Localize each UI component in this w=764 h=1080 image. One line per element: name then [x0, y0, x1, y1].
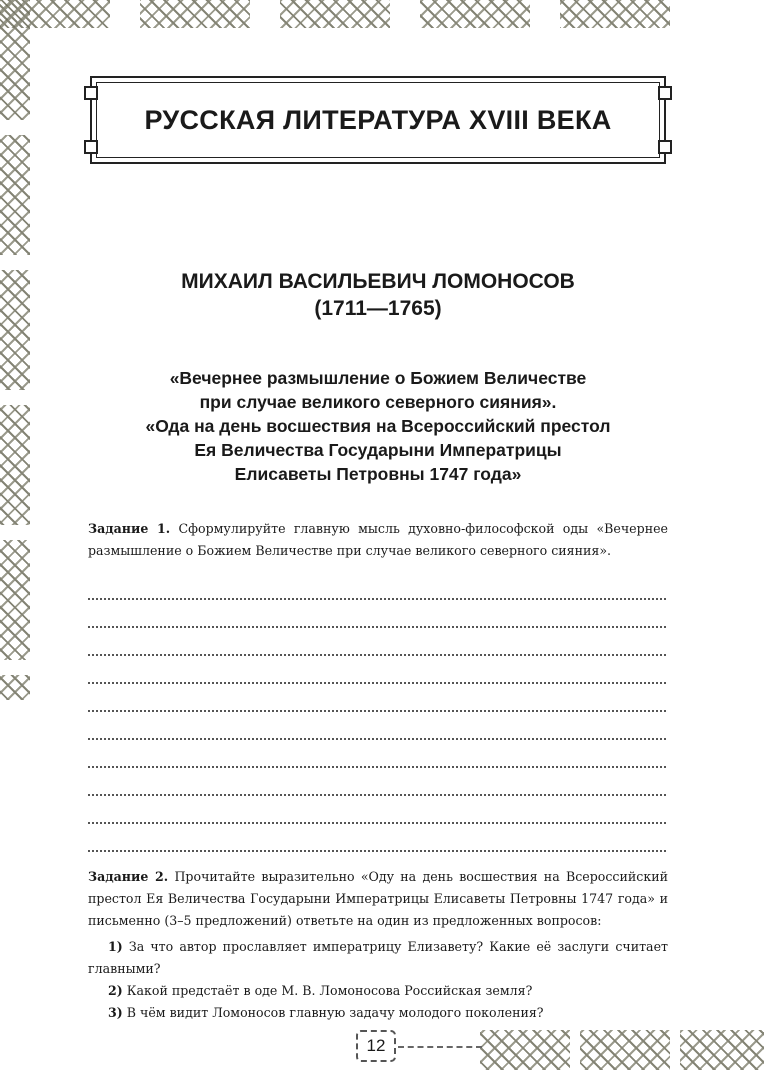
- answer-lines[interactable]: [88, 572, 666, 852]
- task-2-label: Задание 2.: [88, 869, 169, 884]
- work-title-line: «Ода на день восшествия на Всероссийский престол: [145, 416, 611, 436]
- answer-line[interactable]: [88, 796, 666, 824]
- question-1: 1) За что автор прославляет императрицу Елизавету? Какие её заслуги считает главными?: [88, 939, 668, 976]
- answer-line[interactable]: [88, 656, 666, 684]
- section-title: РУССКАЯ ЛИТЕРАТУРА XVIII ВЕКА: [144, 104, 612, 135]
- cross-stitch-ornament-left: [0, 0, 30, 700]
- page-number-leader: [398, 1046, 482, 1048]
- task-2: [88, 866, 668, 1024]
- work-title-line: «Вечернее размышление о Божием Величестве: [169, 368, 587, 388]
- question-2: 2) Какой предстаёт в оде М. В. Ломоносова Российская земля?: [108, 983, 533, 998]
- answer-line[interactable]: [88, 712, 666, 740]
- answer-line[interactable]: [88, 572, 666, 600]
- answer-line[interactable]: [88, 740, 666, 768]
- works-titles: [90, 366, 666, 486]
- answer-line[interactable]: [88, 684, 666, 712]
- work-title-line: Елисаветы Петровны 1747 года»: [234, 464, 522, 484]
- cross-stitch-ornament-bottom: [480, 1030, 764, 1070]
- author-heading: [90, 268, 666, 322]
- answer-line[interactable]: [88, 768, 666, 796]
- task-2-text: Прочитайте выразительно «Оду на день восшествия на Всероссийский престол Ея Величества Государыни Императрицы Елисаветы Петровны 1747 года» и письменно (3–5 предложений) ответьте на один из предложенных вопросов:: [88, 869, 668, 928]
- question-3: 3) В чём видит Ломоносов главную задачу молодого поколения?: [108, 1005, 544, 1020]
- page-number: 12: [356, 1030, 396, 1062]
- author-years: (1711—1765): [314, 297, 442, 320]
- work-title-line: при случае великого северного сияния».: [199, 392, 557, 412]
- author-name: МИХАИЛ ВАСИЛЬЕВИЧ ЛОМОНОСОВ: [181, 270, 575, 293]
- answer-line[interactable]: [88, 600, 666, 628]
- work-title-line: Ея Величества Государыни Императрицы: [194, 440, 562, 460]
- answer-line[interactable]: [88, 824, 666, 852]
- cross-stitch-ornament-top: [0, 0, 700, 28]
- task-1-text: Сформулируйте главную мысль духовно-философской оды «Вечернее размышление о Божием Величестве при случае великого северного сияния».: [88, 521, 668, 558]
- task-1-label: Задание 1.: [88, 521, 171, 536]
- answer-line[interactable]: [88, 628, 666, 656]
- task-1: [88, 518, 668, 562]
